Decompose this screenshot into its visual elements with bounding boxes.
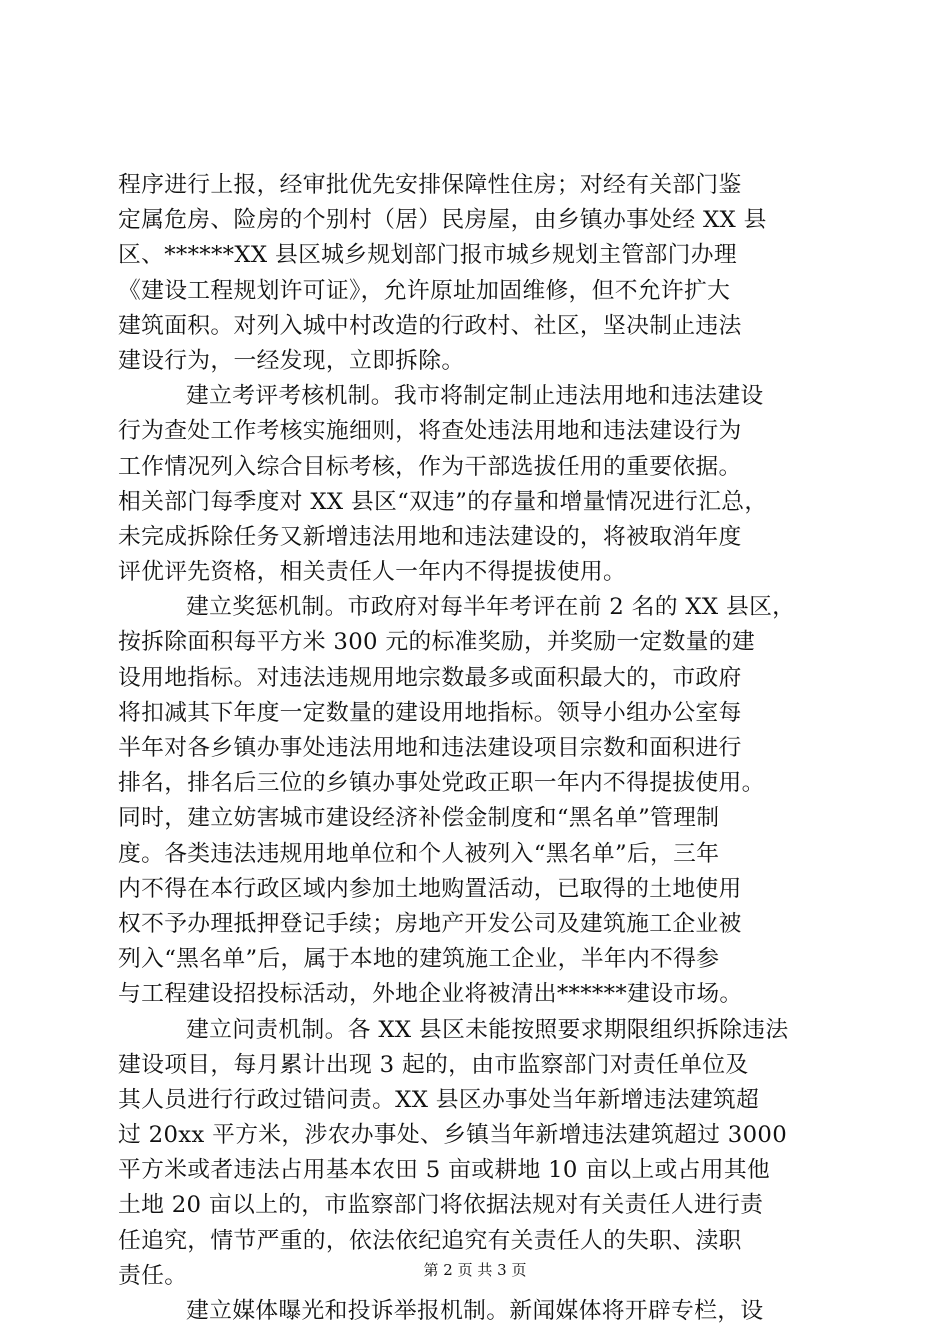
paragraph-start-line: 建立奖惩机制。市政府对每半年考评在前 2 名的 XX 县区，: [186, 594, 796, 621]
paragraph-start-line: 建立媒体曝光和投诉举报机制。新闻媒体将开辟专栏，设: [186, 1298, 764, 1324]
text-line: 相关部门每季度对 XX 县区“双违”的存量和增量情况进行汇总，: [118, 488, 768, 515]
text-line: 设用地指标。对违法违规用地宗数最多或面积最大的，市政府: [118, 664, 742, 691]
text-line: 任追究，情节严重的，依法依纪追究有关责任人的失职、渎职: [118, 1227, 742, 1254]
text-line: 半年对各乡镇办事处违法用地和违法建设项目宗数和面积进行: [118, 735, 742, 761]
text-line: 程序进行上报，经审批优先安排保障性住房；对经有关部门鉴: [118, 172, 742, 198]
text-line: 行为查处工作考核实施细则，将查处违法用地和违法建设行为: [118, 418, 742, 445]
paragraph-start-line: 建立问责机制。各 XX 县区未能按照要求期限组织拆除违法: [186, 1016, 789, 1043]
text-line: 过 20xx 平方米，涉农办事处、乡镇当年新增违法建筑超过 3000: [118, 1122, 788, 1149]
text-line: 未完成拆除任务又新增违法用地和违法建设的，将被取消年度: [118, 523, 742, 550]
text-line: 同时，建立妨害城市建设经济补偿金制度和“黑名单”管理制: [118, 805, 720, 832]
text-line: 《建设工程规划许可证》，允许原址加固维修，但不允许扩大: [118, 277, 731, 304]
text-line: 平方米或者违法占用基本农田 5 亩或耕地 10 亩以上或占用其他: [118, 1157, 771, 1184]
text-line: 区、******XX 县区城乡规划部门报市城乡规划主管部门办理: [118, 242, 737, 269]
text-line: 建筑面积。对列入城中村改造的行政村、社区，坚决制止违法: [118, 312, 742, 339]
text-line: 将扣减其下年度一定数量的建设用地指标。领导小组办公室每: [118, 699, 742, 726]
body-text: [118, 168, 830, 1329]
text-line: 其人员进行行政过错问责。XX 县区办事处当年新增违法建筑超: [118, 1086, 760, 1113]
text-line: 与工程建设招投标活动，外地企业将被清出******建设市场。: [118, 981, 743, 1008]
text-line: 工作情况列入综合目标考核，作为干部选拔任用的重要依据。: [118, 453, 742, 480]
text-line: 建设项目，每月累计出现 3 起的，由市监察部门对责任单位及: [118, 1051, 749, 1078]
text-line: 列入“黑名单”后，属于本地的建筑施工企业，半年内不得参: [118, 946, 720, 973]
page-footer: 第 2 页 共 3 页: [423, 1261, 527, 1279]
text-line: 定属危房、险房的个别村（居）民房屋，由乡镇办事处经 XX 县: [118, 207, 767, 234]
text-line: 内不得在本行政区域内参加土地购置活动，已取得的土地使用: [118, 875, 742, 902]
paragraph-start-line: 建立考评考核机制。我市将制定制止违法用地和违法建设: [186, 383, 764, 410]
text-line: 按拆除面积每平方米 300 元的标准奖励，并奖励一定数量的建: [118, 629, 755, 656]
text-line: 责任。: [118, 1262, 188, 1289]
text-line: 土地 20 亩以上的，市监察部门将依据法规对有关责任人进行责: [118, 1192, 764, 1219]
text-line: 度。各类违法违规用地单位和个人被列入“黑名单”后，三年: [118, 840, 720, 867]
text-line: 排名，排名后三位的乡镇办事处党政正职一年内不得提拔使用。: [118, 770, 765, 797]
text-line: 权不予办理抵押登记手续；房地产开发公司及建筑施工企业被: [118, 910, 742, 937]
text-line: 建设行为，一经发现，立即拆除。: [118, 347, 465, 374]
text-line: 评优评先资格，相关责任人一年内不得提拔使用。: [118, 559, 627, 586]
